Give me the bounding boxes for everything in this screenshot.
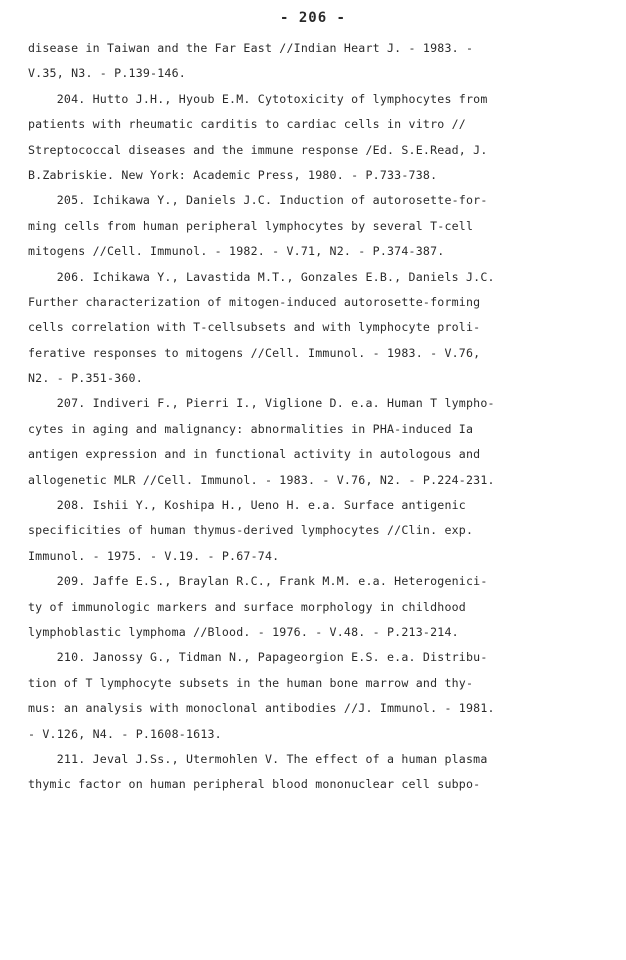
text-line: lymphoblastic lymphoma //Blood. - 1976. - V.48. - P.213-214. (28, 624, 459, 639)
text-line: mus: an analysis with monoclonal antibodies //J. Immunol. - 1981. (28, 701, 495, 716)
text-line: cells correlation with T-cellsubsets and with lymphocyte proli- (28, 320, 481, 335)
text-line: B.Zabriskie. New York: Academic Press, 1980. - P.733-738. (28, 167, 438, 182)
text-line: 207. Indiveri F., Pierri I., Viglione D. e.a. Human T lympho- (28, 396, 495, 411)
text-line: antigen expression and in functional activity in autologous and (28, 447, 481, 462)
text-line: 205. Ichikawa Y., Daniels J.C. Induction of autorosette-for- (28, 193, 488, 208)
text-line: cytes in aging and malignancy: abnormalities in PHA-induced Ia (28, 421, 474, 436)
page-number: - 206 - (279, 10, 346, 26)
text-line: ming cells from human peripheral lymphocytes by several T-cell (28, 218, 474, 233)
text-line: Immunol. - 1975. - V.19. - P.67-74. (28, 548, 280, 563)
text-line: patients with rheumatic carditis to cardiac cells in vitro // (28, 117, 466, 132)
text-line: 204. Hutto J.H., Hyoub E.M. Cytotoxicity of lymphocytes from (28, 91, 488, 106)
text-line: V.35, N3. - P.139-146. (28, 66, 186, 81)
text-line: 211. Jeval J.Ss., Utermohlen V. The effect of a human plasma (28, 751, 488, 766)
text-line: ty of immunologic markers and surface morphology in childhood (28, 599, 466, 614)
text-line: Further characterization of mitogen-induced autorosette-forming (28, 294, 481, 309)
text-line: Streptococcal diseases and the immune response /Ed. S.E.Read, J. (28, 142, 488, 157)
text-line: disease in Taiwan and the Far East //Indian Heart J. - 1983. - (28, 41, 474, 55)
text-line: ferative responses to mitogens //Cell. Immunol. - 1983. - V.76, (28, 345, 481, 360)
text-line: 209. Jaffe E.S., Braylan R.C., Frank M.M. e.a. Heterogenici- (28, 574, 488, 589)
text-line: allogenetic MLR //Cell. Immunol. - 1983. - V.76, N2. - P.224-231. (28, 472, 495, 487)
text-line: 210. Janossy G., Tidman N., Papageorgion E.S. e.a. Distribu- (28, 650, 488, 665)
reference-list (28, 36, 608, 798)
text-line: 206. Ichikawa Y., Lavastida M.T., Gonzales E.B., Daniels J.C. (28, 269, 495, 284)
text-line: specificities of human thymus-derived lymphocytes //Clin. exp. (28, 523, 474, 538)
text-line: N2. - P.351-360. (28, 371, 143, 386)
text-line: - V.126, N4. - P.1608-1613. (28, 726, 222, 741)
text-line: mitogens //Cell. Immunol. - 1982. - V.71, N2. - P.374-387. (28, 244, 445, 259)
text-line: 208. Ishii Y., Koshipa H., Ueno H. e.a. Surface antigenic (28, 498, 466, 513)
text-line: thymic factor on human peripheral blood mononuclear cell subpo- (28, 777, 481, 792)
text-line: tion of T lymphocyte subsets in the human bone marrow and thy- (28, 675, 474, 690)
